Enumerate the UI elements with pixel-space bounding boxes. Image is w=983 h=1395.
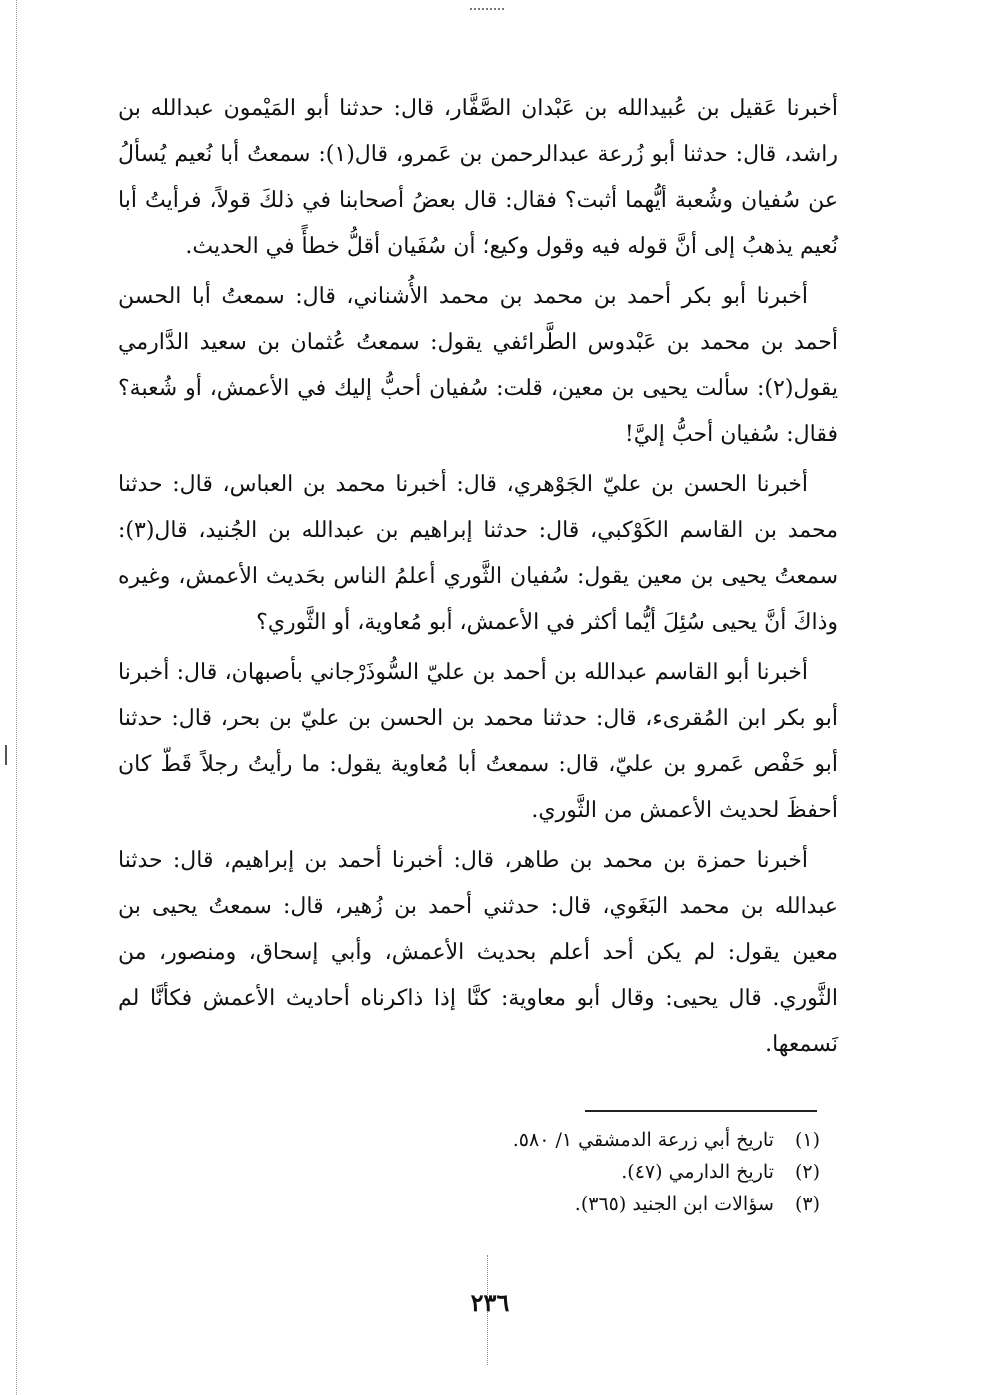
- footnote-text: تاريخ الدارمي (٤٧).: [621, 1161, 774, 1183]
- footnote-separator: [585, 1110, 817, 1112]
- paragraph-2: أخبرنا أبو بكر أحمد بن محمد بن محمد الأُشناني، قال: سمعتُ أبا الحسن أحمد بن محمد بن عَبْدوس الطَّرائفي يقول: سمعتُ عُثمان بن سعيد الدَّارمي يقول(٢): سألت يحيى بن معين، قلت: سُفيان أحبُّ إليك في الأعمش، أو شُعبة؟ فقال: سُفيان أحبُّ إليَّ!: [118, 284, 838, 447]
- footnote-3: [380, 1188, 820, 1220]
- paragraph-5: أخبرنا حمزة بن محمد بن طاهر، قال: أخبرنا أحمد بن إبراهيم، قال: حدثنا عبدالله بن محمد البَغَوي، قال: حدثني أحمد بن زُهير، قال: سمعتُ يحيى بن معين يقول: لم يكن أحد أعلم بحديث الأعمش، وأبي إسحاق، ومنصور، من الثَّوري. قال يحيى: وقال أبو معاوية: كنَّا إذا ذاكرناه أحاديث الأعمش فكأنَّا لم نَسمعها.: [118, 848, 838, 1057]
- footnote-number: (١): [794, 1129, 820, 1151]
- footnote-number: (٢): [794, 1161, 820, 1183]
- main-text: [118, 86, 838, 1072]
- page-number: ٢٣٦: [470, 1288, 510, 1317]
- paragraph-3: أخبرنا الحسن بن عليّ الجَوْهري، قال: أخبرنا محمد بن العباس، قال: حدثنا محمد بن القاسم الكَوْكبي، قال: حدثنا إبراهيم بن عبدالله بن الجُنيد، قال(٣): سمعتُ يحيى بن معين يقول: سُفيان الثَّوري أعلمُ الناس بحَديث الأعمش، وغيره وذاكَ أنَّ يحيى سُئِلَ أيُّما أكثر في الأعمش، أبو مُعاوية، أو الثَّوري؟: [118, 472, 838, 635]
- scan-speck-side: [5, 745, 7, 765]
- paragraph-1: أخبرنا عَقيل بن عُبيدالله بن عَبْدان الصَّفَّار، قال: حدثنا أبو المَيْمون عبدالله بن راشد، قال: حدثنا أبو زُرعة عبدالرحمن بن عَمرو، قال(١): سمعتُ أبا نُعيم يُسألُ عن سُفيان وشُعبة أيُّهما أثبت؟ فقال: قال بعضُ أصحابنا في ذلكَ قولاً، فرأيتُ أبا نُعيم يذهبُ إلى أنَّ قوله فيه وقول وكيع؛ أن سُفَيان أقلُّ خطأً في الحديث.: [118, 96, 838, 259]
- footnote-text: تاريخ أبي زرعة الدمشقي ١/ ٥٨٠.: [512, 1129, 774, 1151]
- scan-edge-line: [16, 0, 17, 1395]
- footnote-1: [380, 1124, 820, 1156]
- scan-speck-top: [470, 8, 504, 12]
- footnote-text: سؤالات ابن الجنيد (٣٦٥).: [574, 1193, 774, 1215]
- footnotes: [380, 1124, 820, 1220]
- footnote-number: (٣): [794, 1193, 820, 1215]
- footnote-2: [380, 1156, 820, 1188]
- paragraph-4: أخبرنا أبو القاسم عبدالله بن أحمد بن عليّ السُّوذَرْجاني بأصبهان، قال: أخبرنا أبو بكر ابن المُقرىء، قال: حدثنا محمد بن الحسن بن عليّ بن بحر، قال: حدثنا أبو حَفْص عَمرو بن عليّ، قال: سمعتُ أبا مُعاوية يقول: ما رأيتُ رجلاً قَطّ كان أحفظَ لحديث الأعمش من الثَّوري.: [118, 660, 838, 823]
